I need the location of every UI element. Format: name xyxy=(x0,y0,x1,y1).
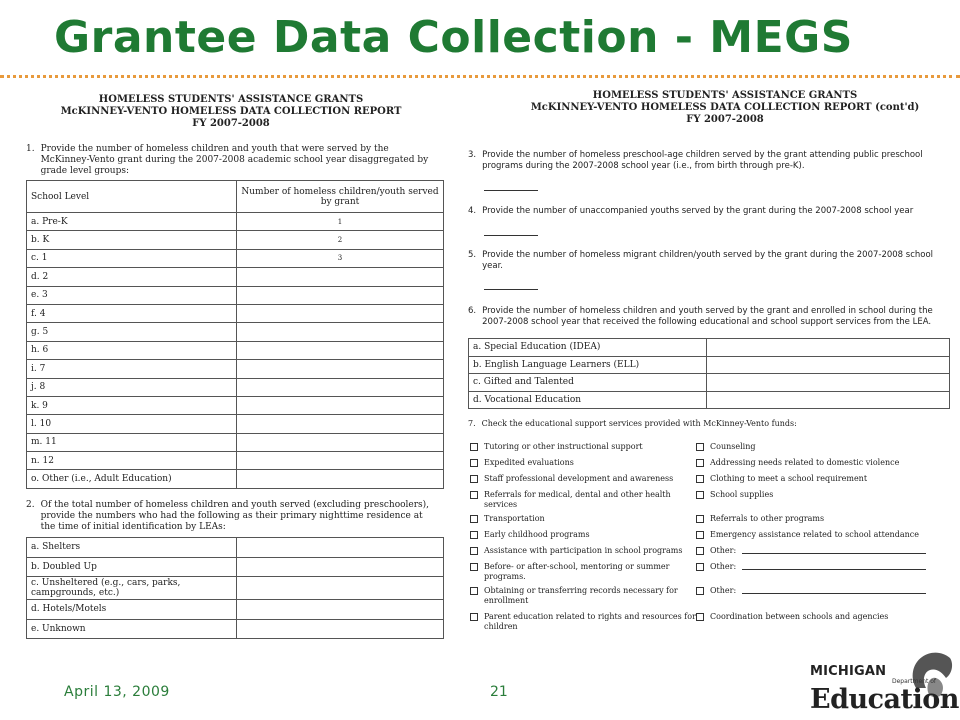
table-row xyxy=(27,249,444,267)
checkbox[interactable] xyxy=(696,563,704,571)
checklist-item[interactable] xyxy=(470,490,700,510)
count-cell[interactable] xyxy=(237,600,444,620)
residence-type-cell: d. Hotels/Motels xyxy=(27,600,237,620)
table-row xyxy=(469,356,950,374)
table-row xyxy=(27,268,444,286)
checkbox[interactable] xyxy=(470,547,478,555)
checkbox[interactable] xyxy=(696,491,704,499)
checklist-item[interactable] xyxy=(470,458,700,468)
count-cell[interactable] xyxy=(237,433,444,451)
checkbox[interactable] xyxy=(470,491,478,499)
count-cell[interactable]: 2 xyxy=(237,231,444,249)
residence-type-cell: a. Shelters xyxy=(27,538,237,558)
table-row xyxy=(469,339,950,357)
count-cell[interactable] xyxy=(237,304,444,322)
grade-level-cell: a. Pre-K xyxy=(27,213,237,231)
grade-level-cell: g. 5 xyxy=(27,323,237,341)
checklist-item[interactable] xyxy=(696,586,926,596)
count-cell[interactable] xyxy=(237,538,444,558)
checklist-label: Referrals for medical, dental and other health services xyxy=(484,490,671,509)
table-row xyxy=(27,433,444,451)
support-services-table xyxy=(468,338,950,409)
checklist-item[interactable] xyxy=(470,442,700,452)
form-header-line: FY 2007-2008 xyxy=(192,118,270,129)
table-row xyxy=(27,577,444,600)
grade-level-cell: b. K xyxy=(27,231,237,249)
residence-type-cell: c. Unsheltered (e.g., cars, parks, campgrounds, etc.) xyxy=(27,577,237,600)
question-number: 3. xyxy=(468,150,477,160)
checklist-label: Obtaining or transferring records necessary for enrollment xyxy=(484,586,678,605)
count-cell[interactable] xyxy=(237,341,444,359)
checklist-label: Counseling xyxy=(710,442,756,451)
question-number: 2. xyxy=(26,500,35,510)
table-row xyxy=(27,470,444,488)
question-1 xyxy=(26,144,436,177)
checkbox[interactable] xyxy=(696,587,704,595)
table-row xyxy=(27,378,444,396)
question-2 xyxy=(26,500,436,533)
table-row xyxy=(27,341,444,359)
checklist-label: Assistance with participation in school programs xyxy=(484,546,683,555)
form-header-left xyxy=(22,94,440,130)
table-row xyxy=(27,415,444,433)
checklist-label: Emergency assistance related to school attendance xyxy=(710,530,919,539)
checkbox[interactable] xyxy=(470,475,478,483)
table-row xyxy=(27,213,444,231)
checklist-label: Coordination between schools and agencies xyxy=(710,612,889,621)
count-cell[interactable] xyxy=(237,619,444,639)
grade-level-cell: m. 11 xyxy=(27,433,237,451)
checkbox[interactable] xyxy=(470,531,478,539)
count-cell[interactable] xyxy=(707,391,950,409)
service-cell: b. English Language Learners (ELL) xyxy=(469,356,707,374)
question-7 xyxy=(468,418,938,429)
residence-type-cell: e. Unknown xyxy=(27,619,237,639)
logo-education: Education xyxy=(810,684,959,715)
answer-blank[interactable] xyxy=(484,289,538,290)
checklist-item[interactable] xyxy=(696,612,926,622)
question-text: Provide the number of homeless children and youth that were served by the McKinney-Vento grant during the 2007-2008 academic school year disaggregated by grade level groups: xyxy=(40,144,429,176)
checklist-label: Before- or after-school, mentoring or summer programs. xyxy=(484,562,670,581)
checklist-item[interactable] xyxy=(696,490,926,500)
logo-michigan: MICHIGAN xyxy=(810,664,887,679)
service-cell: a. Special Education (IDEA) xyxy=(469,339,707,357)
checklist-item[interactable] xyxy=(696,546,926,556)
form-header-line: McKINNEY-VENTO HOMELESS DATA COLLECTION REPORT (cont'd) xyxy=(530,102,920,113)
checklist-item[interactable] xyxy=(696,458,926,468)
checklist-item[interactable] xyxy=(696,530,926,540)
table-row xyxy=(27,360,444,378)
count-cell[interactable] xyxy=(237,470,444,488)
residence-table xyxy=(26,537,444,639)
count-cell[interactable] xyxy=(237,396,444,414)
table-row xyxy=(27,286,444,304)
checklist-label: Other: xyxy=(710,586,737,595)
form-header-line: FY 2007-2008 xyxy=(686,114,764,125)
page-number: 21 xyxy=(490,684,508,700)
count-cell[interactable]: 1 xyxy=(237,213,444,231)
checkbox[interactable] xyxy=(470,563,478,571)
question-text: Provide the number of unaccompanied youths served by the grant during the 2007-2008 school year xyxy=(482,206,914,216)
question-6 xyxy=(468,306,938,328)
question-text: Provide the number of homeless preschool-age children served by the grant attending public preschool programs during the 2007-2008 school year (i.e., from birth through pre-K). xyxy=(482,150,923,171)
grade-level-cell: c. 1 xyxy=(27,249,237,267)
table-row xyxy=(27,600,444,620)
checkbox[interactable] xyxy=(696,443,704,451)
checklist-label: Expedited evaluations xyxy=(484,458,574,467)
question-number: 4. xyxy=(468,206,477,216)
question-4 xyxy=(468,206,938,217)
checkbox[interactable] xyxy=(696,459,704,467)
checklist-item[interactable] xyxy=(470,612,700,632)
checkbox[interactable] xyxy=(696,515,704,523)
grade-level-table xyxy=(26,180,444,489)
form-page-left xyxy=(22,94,440,634)
grade-level-cell: j. 8 xyxy=(27,378,237,396)
grade-level-cell: n. 12 xyxy=(27,452,237,470)
question-5 xyxy=(468,250,938,272)
grade-level-cell: l. 10 xyxy=(27,415,237,433)
service-cell: d. Vocational Education xyxy=(469,391,707,409)
title-divider xyxy=(0,75,960,78)
question-text: Of the total number of homeless children and youth served (excluding preschoolers), provide the numbers who had the following as their primary nighttime residence at the time of initial identification by LEAs: xyxy=(40,500,430,532)
checklist-label: Other: xyxy=(710,546,737,555)
column-header: School Level xyxy=(27,181,237,213)
checkbox[interactable] xyxy=(696,531,704,539)
checklist-item[interactable] xyxy=(470,586,700,606)
question-text: Provide the number of homeless migrant children/youth served by the grant during the 2007-2008 school year. xyxy=(482,250,934,271)
question-3 xyxy=(468,150,938,172)
count-cell[interactable] xyxy=(237,323,444,341)
residence-type-cell: b. Doubled Up xyxy=(27,557,237,577)
other-input-line[interactable] xyxy=(742,586,926,594)
grade-level-cell: h. 6 xyxy=(27,341,237,359)
grade-level-cell: o. Other (i.e., Adult Education) xyxy=(27,470,237,488)
checklist-label: Transportation xyxy=(484,514,545,523)
question-text: Check the educational support services provided with McKinney-Vento funds: xyxy=(481,419,797,428)
checklist-item[interactable] xyxy=(470,562,700,582)
form-header-line: HOMELESS STUDENTS' ASSISTANCE GRANTS xyxy=(98,94,364,105)
checkbox[interactable] xyxy=(696,547,704,555)
checklist-item[interactable] xyxy=(696,562,926,572)
grade-level-cell: i. 7 xyxy=(27,360,237,378)
checklist-item[interactable] xyxy=(696,474,926,484)
question-text: Provide the number of homeless children and youth served by the grant and enrolled in school during the 2007-2008 school year that received the following educational and school support services from the LEA. xyxy=(482,306,933,327)
column-header: Number of homeless children/youth served by grant xyxy=(237,181,444,213)
count-cell[interactable] xyxy=(237,452,444,470)
count-cell[interactable] xyxy=(237,557,444,577)
checklist-label: Tutoring or other instructional support xyxy=(484,442,643,451)
other-input-line[interactable] xyxy=(742,546,926,554)
answer-blank[interactable] xyxy=(484,235,538,236)
checkbox[interactable] xyxy=(470,459,478,467)
count-cell[interactable] xyxy=(237,360,444,378)
checkbox[interactable] xyxy=(696,613,704,621)
table-row xyxy=(27,538,444,558)
checklist-label: School supplies xyxy=(710,490,774,499)
question-number: 7. xyxy=(468,419,476,428)
table-row xyxy=(27,231,444,249)
checklist-label: Early childhood programs xyxy=(484,530,590,539)
form-page-right xyxy=(464,90,946,650)
grade-level-cell: f. 4 xyxy=(27,304,237,322)
checklist-label: Other: xyxy=(710,562,737,571)
question-number: 5. xyxy=(468,250,477,260)
grade-level-cell: d. 2 xyxy=(27,268,237,286)
table-row xyxy=(27,452,444,470)
checklist-label: Staff professional development and awareness xyxy=(484,474,674,483)
table-row xyxy=(27,396,444,414)
form-header-right xyxy=(464,90,946,126)
table-row xyxy=(27,323,444,341)
table-row xyxy=(469,391,950,409)
checkbox[interactable] xyxy=(696,475,704,483)
count-cell[interactable] xyxy=(237,378,444,396)
count-cell[interactable] xyxy=(707,339,950,357)
table-row xyxy=(27,557,444,577)
table-row xyxy=(27,619,444,639)
count-cell[interactable] xyxy=(237,577,444,600)
form-header-line: McKINNEY-VENTO HOMELESS DATA COLLECTION REPORT xyxy=(60,106,402,117)
count-cell[interactable] xyxy=(707,374,950,392)
count-cell[interactable]: 3 xyxy=(237,249,444,267)
checklist-item[interactable] xyxy=(470,530,700,540)
logo-department: Department of xyxy=(892,678,936,685)
checklist-item[interactable] xyxy=(696,442,926,452)
checklist-label: Clothing to meet a school requirement xyxy=(710,474,868,483)
checklist-label: Addressing needs related to domestic violence xyxy=(710,458,900,467)
count-cell[interactable] xyxy=(237,268,444,286)
other-input-line[interactable] xyxy=(742,562,926,570)
grade-level-cell: k. 9 xyxy=(27,396,237,414)
count-cell[interactable] xyxy=(237,415,444,433)
count-cell[interactable] xyxy=(237,286,444,304)
question-number: 6. xyxy=(468,306,477,316)
checkbox[interactable] xyxy=(470,613,478,621)
checklist-label: Referrals to other programs xyxy=(710,514,825,523)
count-cell[interactable] xyxy=(707,356,950,374)
checklist-label: Parent education related to rights and resources for children xyxy=(484,612,696,631)
slide-title: Grantee Data Collection - MEGS xyxy=(54,12,853,63)
checklist-item[interactable] xyxy=(470,514,700,524)
table-row xyxy=(469,374,950,392)
footer-date: April 13, 2009 xyxy=(64,684,170,700)
checkbox[interactable] xyxy=(470,587,478,595)
checkbox[interactable] xyxy=(470,443,478,451)
checklist-item[interactable] xyxy=(470,474,700,484)
grade-level-cell: e. 3 xyxy=(27,286,237,304)
checkbox[interactable] xyxy=(470,515,478,523)
table-row xyxy=(27,304,444,322)
checklist-item[interactable] xyxy=(470,546,700,556)
answer-blank[interactable] xyxy=(484,190,538,191)
form-header-line: HOMELESS STUDENTS' ASSISTANCE GRANTS xyxy=(592,90,858,101)
service-cell: c. Gifted and Talented xyxy=(469,374,707,392)
michigan-education-logo xyxy=(806,648,959,718)
question-number: 1. xyxy=(26,144,35,154)
checklist-item[interactable] xyxy=(696,514,926,524)
